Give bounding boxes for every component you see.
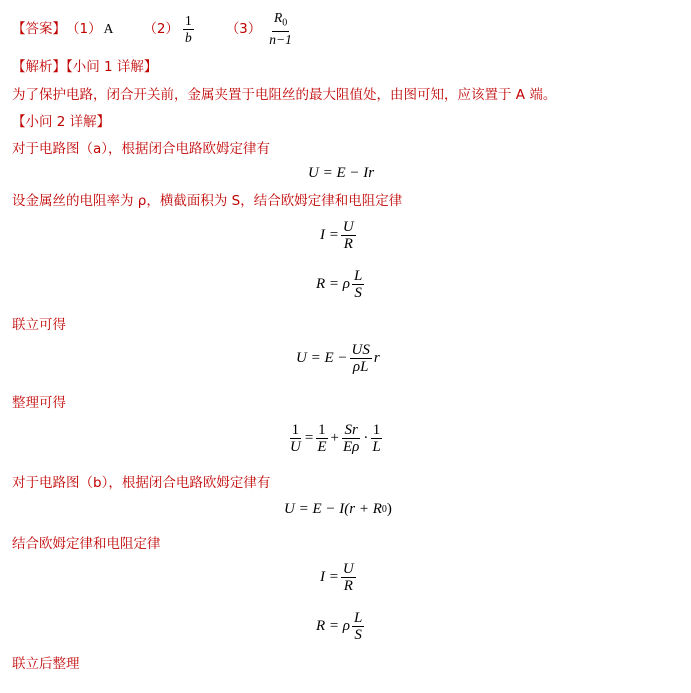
analysis-header: 【解析】【小问 1 详解】 [12,59,158,75]
equation-3-den: ρL [352,359,369,375]
q2-fraction-num: 1 [184,12,192,28]
equation-5-main: U = E − I(r + R [284,501,382,517]
equation-resistance-a-lhs: R = ρ [316,276,350,292]
equation-1-text: U = E − Ir [308,165,375,181]
eq4-f4-den: L [372,439,381,455]
answer-label: 【答案】 [12,21,66,37]
equation-5-sub: 0 [381,504,387,515]
answer-line [12,9,296,48]
q2-number: （2） [143,21,179,37]
eq4-f2-den: E [317,439,327,455]
q1-number: （1） [66,21,102,37]
eq4-f1-num: 1 [291,422,300,438]
q3-fraction-den: n−1 [269,32,292,48]
eq4-f4-num: 1 [372,422,381,438]
circuit-b-text: 对于电路图（b），根据闭合电路欧姆定律有 [12,475,271,491]
equation-5 [284,501,392,518]
equation-resistance-a-den: S [354,285,362,301]
equation-ohm-b-num: U [342,561,354,577]
equation-resistance-a-num: L [353,268,363,284]
equation-ohm-a-den: R [343,236,353,252]
equation-resistance-b-den: S [354,627,362,643]
equation-resistance-a [316,268,366,301]
equation-ohm-b-lhs: I = [320,569,339,585]
eq4-dot: · [363,430,369,446]
equation-resistance-b-lhs: R = ρ [316,618,350,634]
equation-resistance-b [316,610,366,643]
ohm-text: 结合欧姆定律和电阻定律 [12,536,161,552]
equation-4 [286,422,385,455]
equation-3-lhs: U = E − [296,350,348,366]
eq4-plus: + [330,430,339,446]
q3-fraction [267,10,294,49]
rearrange-text: 整理可得 [12,395,66,411]
q3-fraction-num: R [273,9,283,25]
resistivity-text: 设金属丝的电阻率为 ρ，横截面积为 S，结合欧姆定律和电阻定律 [12,193,403,209]
equation-resistance-b-num: L [353,610,363,626]
equation-ohm-b [320,561,358,594]
q2-fraction-den: b [184,29,192,45]
equation-1 [308,165,374,182]
eq4-equals: = [304,430,314,446]
equation-ohm-b-den: R [343,578,353,594]
eq4-f3-den: Eρ [342,439,360,455]
eq4-f1-den: U [290,439,301,455]
final-text: 联立后整理 [12,656,80,672]
circuit-a-text: 对于电路图（a），根据闭合电路欧姆定律有 [12,141,271,157]
equation-ohm-a-lhs: I = [320,227,339,243]
eq4-f2-num: 1 [318,422,326,438]
equation-3-tail: r [373,350,380,366]
equation-ohm-a [320,219,358,252]
equation-5-close: ) [386,501,392,517]
equation-ohm-a-num: U [342,219,354,235]
q2-header: 【小问 2 详解】 [12,114,111,130]
combine-text: 联立可得 [12,317,66,333]
q1-value: A [103,21,114,36]
equation-3 [296,342,380,375]
q3-number: （3） [225,21,262,37]
q2-fraction [183,13,194,46]
q3-fraction-num-sub: 0 [282,17,288,29]
q1-explanation: 为了保护电路，闭合开关前，金属夹置于电阻丝的最大阻值处，由图可知，应该置于 A 端。 [12,87,557,103]
equation-3-num: US [351,342,370,358]
eq4-f3-num: Sr [344,422,358,438]
